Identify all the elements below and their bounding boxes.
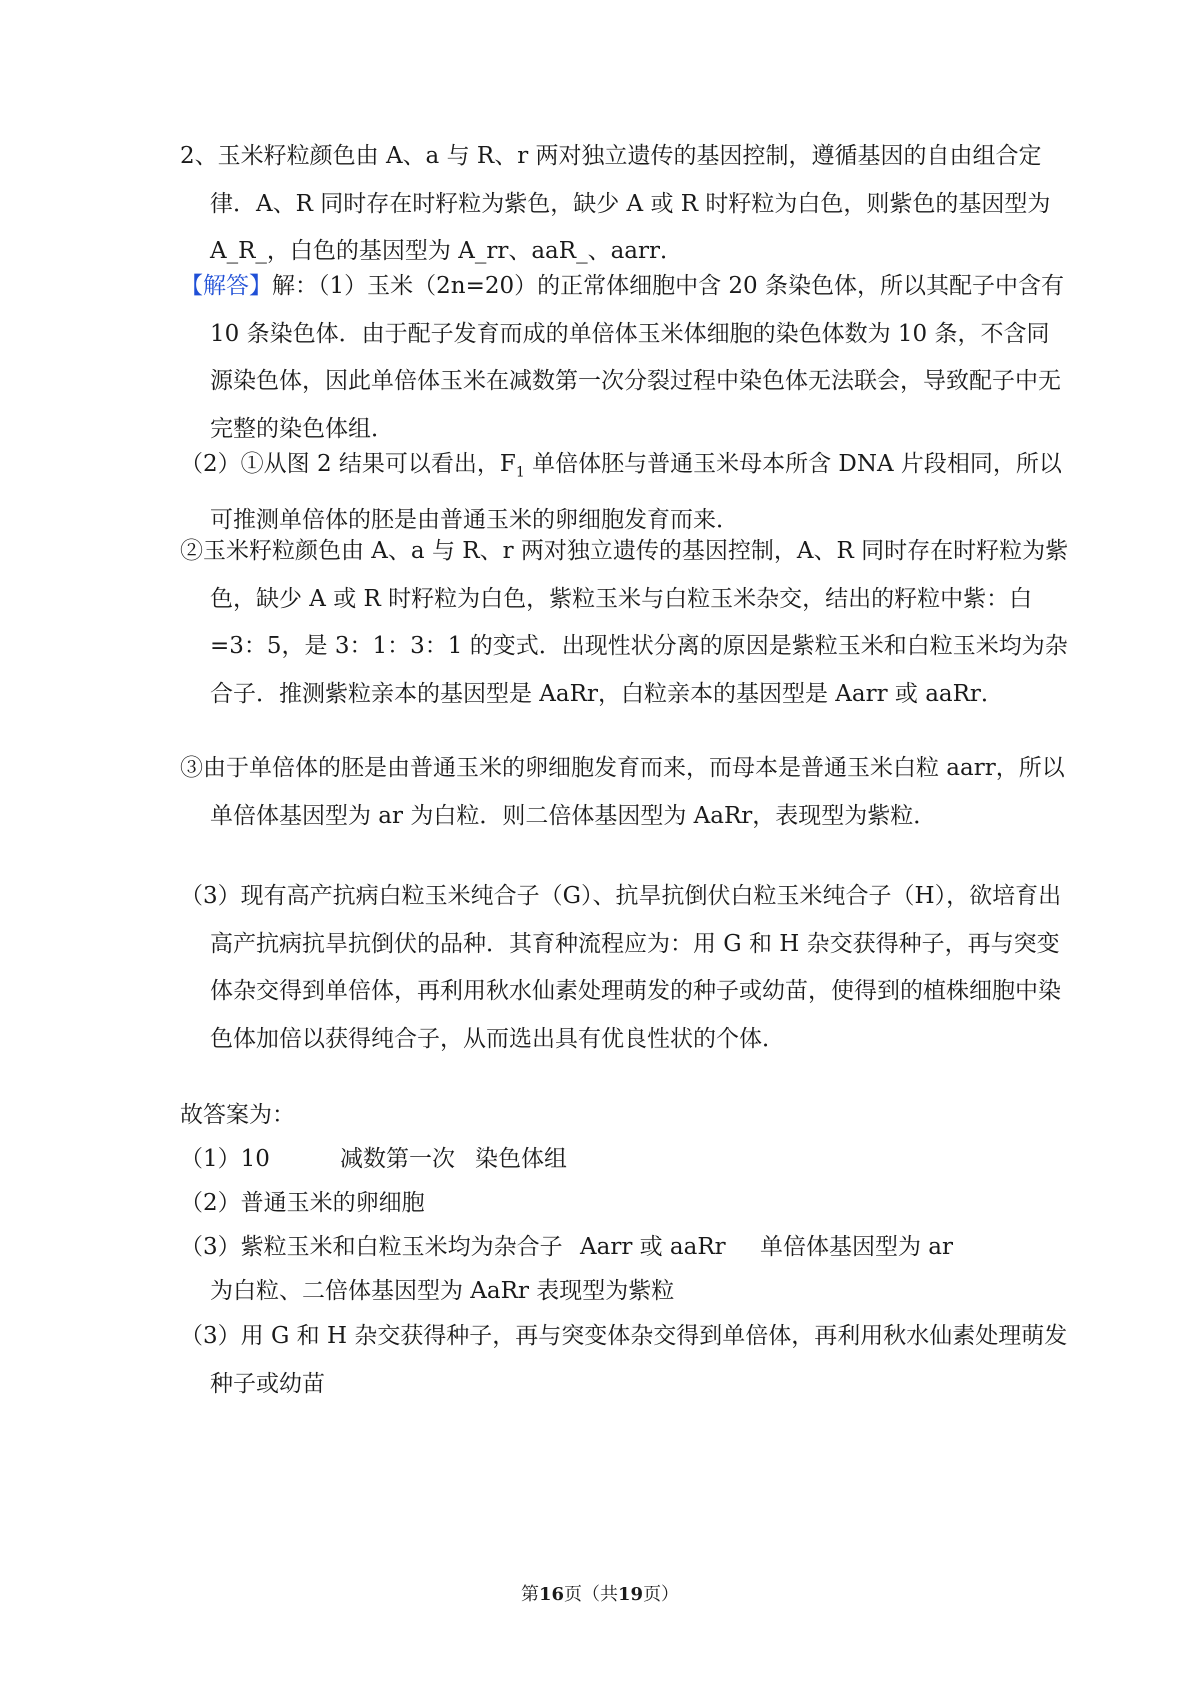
result-3-b: Aarr 或 aaRr: [580, 1234, 726, 1260]
answer-label: 【解答】: [180, 273, 272, 299]
answer-part-2-pre: （2）①从图 2 结果可以看出，F: [180, 451, 516, 477]
footer-pre: 第: [520, 1584, 539, 1605]
result-1-b: 减数第一次: [340, 1146, 455, 1172]
result-1-c: 染色体组: [475, 1146, 567, 1172]
result-3-c: 单倍体基因型为 ar: [760, 1234, 954, 1260]
answer-part-2b: ②玉米籽粒颜色由 A、a 与 R、r 两对独立遗传的基因控制，A、R 同时存在时籽粒为紫色，缺少 A 或 R 时籽粒为白色，紫粒玉米与白粒玉米杂交，结出的籽粒中紫：白=3：5，是 3：1：3：1 的变式．出现性状分离的原因是紫粒玉米和白粒玉米均为杂合子．推测紫粒亲本的基因型是 AaRr，白粒亲本的基因型是 Aarr 或 aaRr．: [180, 538, 1069, 707]
result-heading: 故答案为：: [180, 1102, 295, 1128]
answer-part-1: [180, 263, 1070, 453]
footer-page-number: 16: [538, 1584, 564, 1605]
answer-part-3: （3）现有高产抗病白粒玉米纯合子（G）、抗旱抗倒伏白粒玉米纯合子（H），欲培育出高产抗病抗旱抗倒伏的品种．其育种流程应为：用 G 和 H 杂交获得种子，再与突变体杂交得到单倍体，再利用秋水仙素处理萌发的种子或幼苗，使得到的植株细胞中染色体加倍以获得纯合子，从而选出具有优良性状的个体．: [180, 883, 1062, 1052]
footer-total-pages: 19: [618, 1584, 644, 1605]
note-2: 2、玉米籽粒颜色由 A、a 与 R、r 两对独立遗传的基因控制，遵循基因的自由组合定律．A、R 同时存在时籽粒为紫色，缺少 A 或 R 时籽粒为白色，则紫色的基因型为 A_R_，白色的基因型为 A_rr、aaR_、aarr．: [180, 143, 1051, 264]
answer-part-1-text: 解：（1）玉米（2n=20）的正常体细胞中含 20 条染色体，所以其配子中含有 10 条染色体．由于配子发育而成的单倍体玉米体细胞的染色体数为 10 条，不含同源染色体，因此单倍体玉米在减数第一次分裂过程中染色体无法联会，导致配子中无完整的染色体组．: [210, 273, 1065, 442]
footer-mid: 页（共: [564, 1584, 618, 1605]
result-3-a: （3）紫粒玉米和白粒玉米均为杂合子: [180, 1234, 563, 1260]
result-1-a: （1）10: [180, 1146, 270, 1172]
answer-part-2-sub: 1: [515, 464, 525, 481]
result-row-3: [180, 1224, 953, 1272]
result-row-2: （2）普通玉米的卵细胞: [180, 1190, 425, 1216]
page-footer: [0, 1580, 1200, 1606]
result-row-4: （3）用 G 和 H 杂交获得种子，再与突变体杂交得到单倍体，再利用秋水仙素处理萌发种子或幼苗: [180, 1323, 1068, 1397]
footer-post: 页）: [643, 1584, 680, 1605]
answer-part-2c: ③由于单倍体的胚是由普通玉米的卵细胞发育而来，而母本是普通玉米白粒 aarr，所以单倍体基因型为 ar 为白粒．则二倍体基因型为 AaRr，表现型为紫粒．: [180, 755, 1065, 829]
answer-part-2-post: 单倍体胚与普通玉米母本所含 DNA 片段相同，所以可推测单倍体的胚是由普通玉米的卵细胞发育而来．: [210, 451, 1062, 534]
result-row-3-cont: 为白粒、二倍体基因型为 AaRr 表现型为紫粒: [210, 1278, 675, 1304]
result-row-1: [180, 1136, 567, 1184]
